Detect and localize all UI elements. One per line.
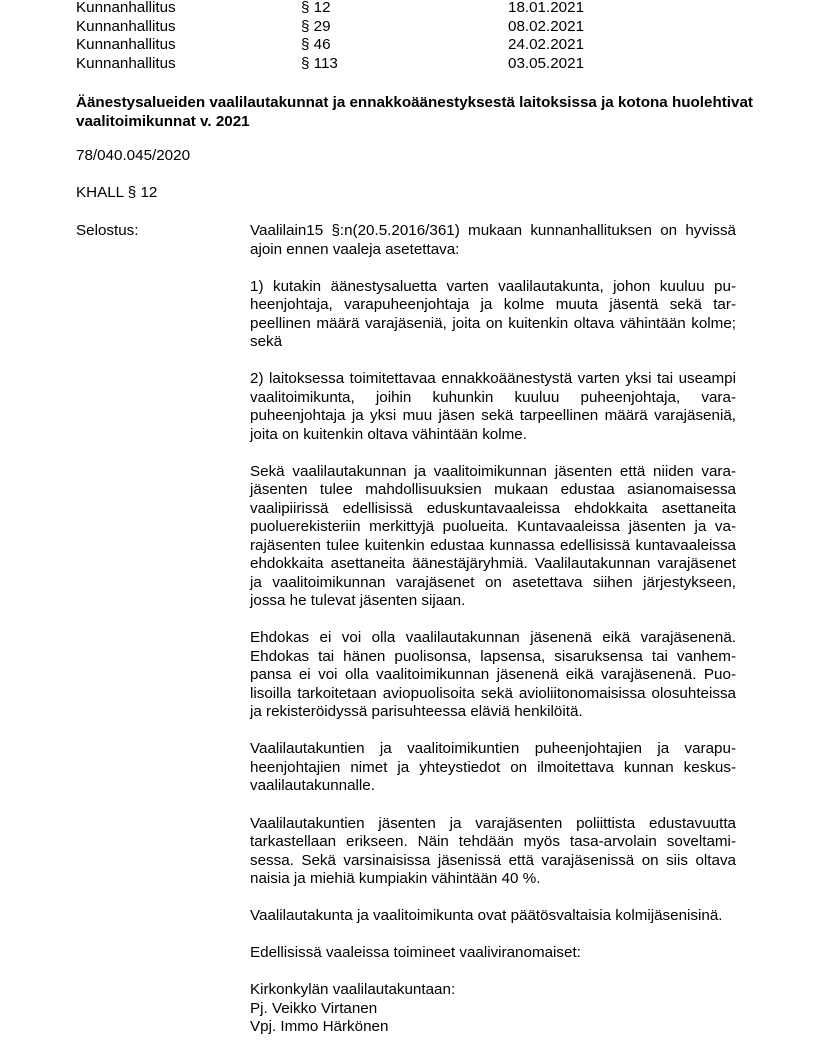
meeting-date: 24.02.2021 [508, 36, 585, 53]
member-line: Vpj. Immo Härkönen [250, 1018, 389, 1036]
body-paragraph: Sekä vaalilautakunnan ja vaalitoimikunnan jäsenten että niiden varajäsenten tulee mahdollisuuksien mukaan edustaa asianomaisessa vaalipiirissä edellisissä eduskuntavaaleissa ehdokkaita asettaneita puoluerekisteriin merkittyjä puolueita. Kuntavaaleissa jäsenten ja varajäsenten tulee kuitenkin edustaa kunnassa edellisissä kuntavaaleissa ehdokkaita asettaneita äänestäjäryhmiä. Vaalilautakunnan varajäsenet ja vaalitoimikunnan varajäsenet on asetettava siihen järjestykseen, jossa he tulevat jäsenten sijaan. [250, 462, 736, 610]
meeting-section: § 46 [301, 36, 331, 53]
explanation-body [250, 222, 736, 1037]
meeting-row [76, 18, 776, 37]
meeting-section: § 12 [301, 0, 331, 16]
list-heading: Kirkonkylän vaalilautakuntaan: [250, 981, 456, 999]
khall-reference: KHALL § 12 [76, 184, 158, 201]
meeting-date: 03.05.2021 [508, 54, 585, 72]
body-paragraph: Vaalilautakuntien ja vaalitoimikuntien puheenjohtajien ja varapuheenjohtajien nimet ja yhteystiedot on ilmoitettava kunnan keskusvaalilautakunnalle. [250, 740, 736, 795]
meeting-row [76, 55, 776, 74]
member-line: Pj. Veikko Virtanen [250, 999, 378, 1017]
meeting-reference-table [76, 0, 776, 73]
meeting-body: Kunnanhallitus [76, 54, 176, 72]
meeting-row [76, 36, 776, 55]
meeting-body: Kunnanhallitus [76, 0, 176, 16]
body-paragraph: Ehdokas ei voi olla vaalilautakunnan jäsenenä eikä varajäsenenä. Ehdokas tai hänen puolisonsa, lapsensa, sisaruksensa tai vanhempansa ei voi olla vaalitoimikunnan jäsenenä eikä varajäsenenä. Puolisoilla tarkoitetaan aviopuolisoita sekä avioliitonomaisissa olosuhteissa ja rekisteröidyssä parisuhteessa eläviä henkilöitä. [250, 629, 736, 721]
diary-number: 78/040.045/2020 [76, 147, 191, 164]
meeting-row [76, 0, 776, 18]
section-label: Selostus: [76, 222, 139, 239]
meeting-section: § 29 [301, 17, 331, 35]
document-title: Äänestysalueiden vaalilautakunnat ja ennakkoäänestyksestä laitoksissa ja kotona huolehtivat vaalitoimikunnat v. 2021 [76, 94, 753, 130]
meeting-date: 18.01.2021 [508, 0, 585, 16]
meeting-body: Kunnanhallitus [76, 17, 176, 35]
body-paragraph: 2) laitoksessa toimitettavaa ennakkoäänestystä varten yksi tai useampi vaalitoimikunta, joihin kuhunkin kuuluu puheenjohtaja, varapuheenjohtaja ja yksi muu jäsen sekä tarpeellinen määrä varajäseniä, joita on kuitenkin oltava vähintään kolme. [250, 370, 736, 443]
meeting-date: 08.02.2021 [508, 17, 585, 35]
body-paragraph: Edellisissä vaaleissa toimineet vaaliviranomaiset: [250, 944, 581, 962]
body-paragraph: Vaalilain15 §:n(20.5.2016/361) mukaan kunnanhallituksen on hyvissä ajoin ennen vaaleja asetettava: [250, 222, 736, 258]
meeting-body: Kunnanhallitus [76, 36, 176, 53]
body-paragraph: Vaalilautakunta ja vaalitoimikunta ovat päätösvaltaisia kolmijäsenisinä. [250, 907, 723, 925]
meeting-section: § 113 [301, 54, 338, 72]
body-paragraph: 1) kutakin äänestysaluetta varten vaalilautakunta, johon kuuluu puheenjohtaja, varapuheenjohtaja ja kolme muuta jäsentä sekä tarpeellinen määrä varajäseniä, joita on kuitenkin oltava vähintään kolme; sekä [250, 277, 736, 351]
body-paragraph: Vaalilautakuntien jäsenten ja varajäsenten poliittista edustavuutta tarkastellaan erikseen. Näin tehdään myös tasa-arvolain soveltamisessa. Sekä varsinaisissa jäsenissä että varajäsenissä on siis oltava naisia ja miehiä kumpiakin vähintään 40 %. [250, 814, 736, 888]
